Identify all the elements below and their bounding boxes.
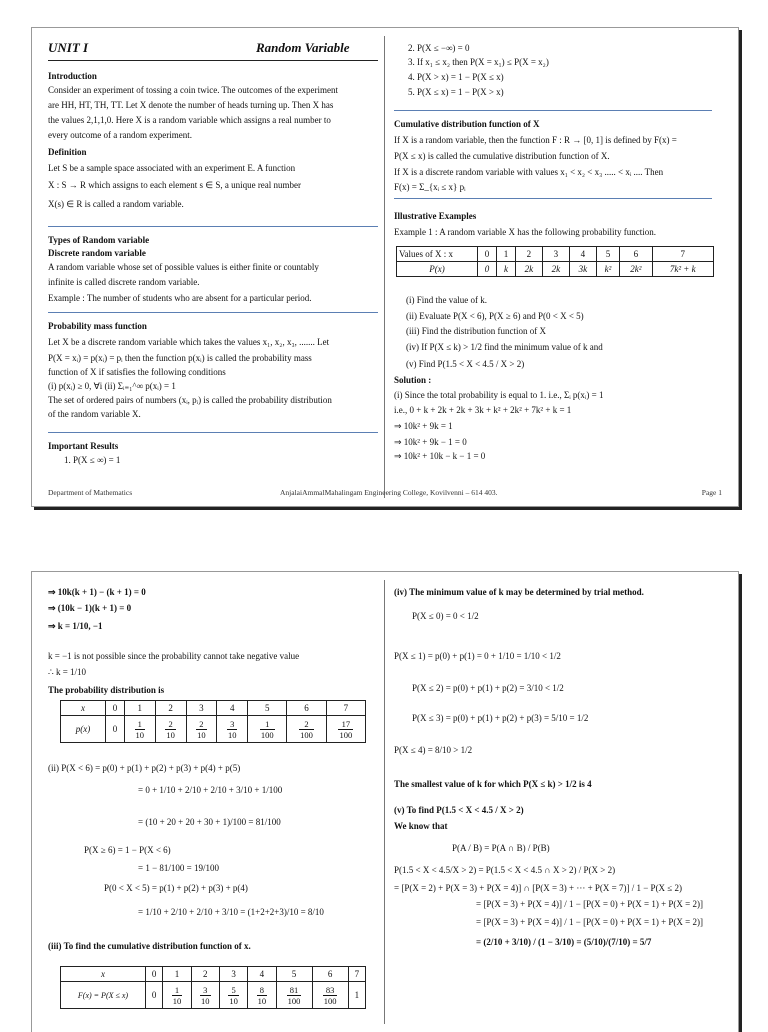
text-line: P(A / B) = P(A ∩ B) / P(B) <box>452 843 550 853</box>
table-cell: 0 <box>478 262 497 277</box>
text-heading: (iii) To find the cumulative distribution function of x. <box>48 941 251 951</box>
text-heading: = (2/10 + 3/10) / (1 − 3/10) = (5/10)/(7/10) = 5/7 <box>476 937 652 947</box>
text-line: = [P(X = 2) + P(X = 3) + P(X = 4)] ∩ [P(X = 3) + ··· + P(X = 7)] / 1 − P(X ≤ 2) <box>394 883 682 893</box>
fraction: $\frac{17}{100}$ <box>339 718 353 740</box>
text-line: X(s) ∈ R is called a random variable. <box>48 199 184 209</box>
text-line: (i) p(xᵢ) ≥ 0, ∀i (ii) Σᵢ₌₁^∞ p(xᵢ) = 1 <box>48 381 176 391</box>
fraction: $\frac{81}{100}$ <box>287 984 301 1006</box>
column-divider <box>384 36 385 498</box>
text-heading: Important Results <box>48 441 119 451</box>
probability-function-table <box>396 246 714 277</box>
table-cell <box>248 716 287 743</box>
text-line: P(0 < X < 5) = p(1) + p(2) + p(3) + p(4) <box>104 883 248 893</box>
left-column <box>48 28 378 506</box>
text-line: 4. P(X > x) = 1 − P(X ≤ x) <box>408 72 504 82</box>
fraction: $\frac{2}{10}$ <box>197 718 206 740</box>
table-cell <box>312 982 348 1009</box>
text-heading: Probability mass function <box>48 321 147 331</box>
section-rule <box>394 110 712 111</box>
table-cell: 1 <box>496 247 515 262</box>
text-line: ⇒ 10k² + 9k = 1 <box>394 421 453 431</box>
text-line: (i) Find the value of k. <box>406 295 487 305</box>
text-line: (v) Find P(1.5 < X < 4.5 / X > 2) <box>406 359 525 369</box>
fraction: $\frac{8}{10}$ <box>257 984 267 1006</box>
table-cell <box>219 982 247 1009</box>
text-line: P(X ≤ 1) = p(0) + p(1) = 0 + 1/10 = 1/10 < 1/2 <box>394 651 561 661</box>
text-line: i.e., 0 + k + 2k + 2k + 3k + k² + 2k² + 7k² + k = 1 <box>394 405 572 415</box>
text-line: infinite is called discrete random variable. <box>48 277 200 287</box>
table-cell: 4 <box>569 247 596 262</box>
cumulative-distribution-table <box>60 966 366 1009</box>
table-cell: 0 <box>478 247 497 262</box>
fraction: $\frac{1}{10}$ <box>172 984 182 1006</box>
text-line: ⇒ 10k² + 10k − k − 1 = 0 <box>394 451 486 461</box>
text-line: X : S → R which assigns to each element s ∈ S, a unique real number <box>48 180 302 190</box>
table-cell: 0 <box>146 967 163 982</box>
text-heading: (iv) The minimum value of k may be determined by trial method. <box>394 587 644 597</box>
text-line: = 0 + 1/10 + 2/10 + 2/10 + 3/10 + 1/100 <box>138 785 283 795</box>
text-line: = 1/10 + 2/10 + 2/10 + 3/10 = (1+2+2+3)/10 = 8/10 <box>138 907 324 917</box>
text-line: ⇒ 10k² + 9k − 1 = 0 <box>394 437 467 447</box>
text-heading: Definition <box>48 147 87 157</box>
table-cell: 3 <box>219 967 247 982</box>
text-line: P(X ≤ x) is called the cumulative distribution function of X. <box>394 151 610 161</box>
table-row-label: F(x) = P(X ≤ x) <box>61 982 146 1009</box>
fraction: $\frac{1}{10}$ <box>135 718 145 740</box>
table-cell: 1 <box>348 982 365 1009</box>
table-cell: 5 <box>596 247 619 262</box>
table-cell: 7 <box>348 967 365 982</box>
text-line: If X is a random variable, then the function F : R → [0, 1] is defined by F(x) = <box>394 135 677 145</box>
text-heading: Introduction <box>48 71 97 81</box>
section-rule <box>48 226 378 227</box>
text-line: ∴ k = 1/10 <box>48 667 87 677</box>
text-line: P(X = xᵢ) = p(xᵢ) = pᵢ then the function p(xᵢ) is called the probability mass <box>48 353 312 363</box>
text-heading: The smallest value of k for which P(X ≤ k) > 1/2 is 4 <box>394 779 592 789</box>
table-cell <box>124 716 155 743</box>
text-line: Example 1 : A random variable X has the following probability function. <box>394 227 656 237</box>
table-cell <box>248 982 276 1009</box>
text-heading: (v) To find P(1.5 < X < 4.5 / X > 2) <box>394 805 524 815</box>
table-cell: 1 <box>124 701 155 716</box>
text-line: the values 2,1,1,0. Here X is a random variable which assigns a real number to <box>48 115 331 125</box>
footer-dept: Department of Mathematics <box>48 488 133 497</box>
text-heading: We know that <box>394 821 448 831</box>
table-cell: 6 <box>287 701 326 716</box>
text-line: are HH, HT, TH, TT. Let X denote the number of heads turning up. Then X has <box>48 100 334 110</box>
table-cell: 4 <box>248 967 276 982</box>
unit-title: UNIT I <box>48 40 89 55</box>
table-cell <box>276 982 312 1009</box>
table-cell: 6 <box>620 247 652 262</box>
text-line: P(X ≤ 4) = 8/10 > 1/2 <box>394 745 473 755</box>
probability-distribution-table <box>60 700 366 743</box>
text-heading: Discrete random variable <box>48 248 146 258</box>
text-line: k = −1 is not possible since the probability cannot take negative value <box>48 651 300 661</box>
text-heading: ⇒ 10k(k + 1) − (k + 1) = 0 <box>48 587 146 597</box>
table-cell: 4 <box>217 701 248 716</box>
table-cell: 3k <box>569 262 596 277</box>
document-page-2 <box>31 571 739 1032</box>
fraction: $\frac{1}{100}$ <box>260 718 274 740</box>
text-line: = (10 + 20 + 20 + 30 + 1)/100 = 81/100 <box>138 817 281 827</box>
table-cell: 2 <box>155 701 186 716</box>
text-line: Consider an experiment of tossing a coin twice. The outcomes of the experiment <box>48 85 339 95</box>
fraction: $\frac{5}{10}$ <box>229 984 238 1006</box>
text-line: = [P(X = 3) + P(X = 4)] / 1 − [P(X = 0) + P(X = 1) + P(X = 2)] <box>476 899 703 909</box>
table-cell: 2 <box>191 967 219 982</box>
text-line: (ii) P(X < 6) = p(0) + p(1) + p(2) + p(3) + p(4) + p(5) <box>48 763 241 773</box>
text-line: P(X ≥ 6) = 1 − P(X < 6) <box>84 845 171 855</box>
table-cell <box>163 982 191 1009</box>
table-cell: 0 <box>106 701 125 716</box>
text-line: 1. P(X ≤ ∞) = 1 <box>64 455 121 465</box>
text-line: 3. If x₁ ≤ x₂ then P(X = x₁) ≤ P(X = x₂) <box>408 57 549 67</box>
text-line: P(X ≤ 2) = p(0) + p(1) + p(2) = 3/10 < 1/2 <box>412 683 564 693</box>
text-line: If X is a discrete random variable with values x₁ < x₂ < x₃ ..... < xᵢ .... Then <box>394 167 664 177</box>
text-heading: Illustrative Examples <box>394 211 477 221</box>
table-cell: 0 <box>106 716 125 743</box>
table-cell: 3 <box>186 701 217 716</box>
table-cell: 1 <box>163 967 191 982</box>
table-cell: 2k² <box>620 262 652 277</box>
table-cell: 3 <box>542 247 569 262</box>
table-row-label: x <box>61 701 106 716</box>
table-cell: 7k² + k <box>652 262 714 277</box>
table-row-label: x <box>61 967 146 982</box>
table-cell: k <box>496 262 515 277</box>
text-line: function of X if satisfies the following conditions <box>48 367 226 377</box>
text-line: = 1 − 81/100 = 19/100 <box>138 863 219 873</box>
table-cell: 6 <box>312 967 348 982</box>
section-rule <box>48 432 378 433</box>
table-cell: 2k <box>542 262 569 277</box>
table-cell: k² <box>596 262 619 277</box>
text-line: 5. P(X ≤ x) = 1 − P(X > x) <box>408 87 504 97</box>
table-cell: 0 <box>146 982 163 1009</box>
right-column <box>394 572 729 1032</box>
text-heading: The probability distribution is <box>48 685 165 695</box>
fraction: $\frac{2}{10}$ <box>166 718 175 740</box>
text-line: A random variable whose set of possible values is either finite or countably <box>48 262 319 272</box>
text-heading: ⇒ k = 1/10, −1 <box>48 621 103 631</box>
text-line: P(X ≤ 0) = 0 < 1/2 <box>412 611 479 621</box>
text-line: = [P(X = 3) + P(X = 4)] / 1 − [P(X = 0) + P(X = 1) + P(X = 2)] <box>476 917 703 927</box>
table-cell: 7 <box>652 247 714 262</box>
table-cell: 7 <box>326 701 365 716</box>
text-line: P(1.5 < X < 4.5/X > 2) = P(1.5 < X < 4.5 ∩ X > 2) / P(X > 2) <box>394 865 616 875</box>
fraction: $\frac{83}{100}$ <box>323 984 337 1006</box>
section-rule <box>394 198 712 199</box>
text-line: of the random variable X. <box>48 409 141 419</box>
footer-page: Page 1 <box>701 488 722 497</box>
table-cell <box>191 982 219 1009</box>
text-line: F(x) = Σ_{xᵢ ≤ x} pᵢ <box>394 182 466 192</box>
table-cell <box>287 716 326 743</box>
table-cell <box>186 716 217 743</box>
text-line: (iii) Find the distribution function of X <box>406 326 546 336</box>
topic-title: Random Variable <box>256 40 350 55</box>
table-cell <box>326 716 365 743</box>
text-line: (i) Since the total probability is equal to 1. i.e., Σᵢ p(xᵢ) = 1 <box>394 390 604 400</box>
table-cell: 2 <box>515 247 542 262</box>
fraction: $\frac{3}{10}$ <box>227 718 237 740</box>
text-heading: Solution : <box>394 375 432 385</box>
text-line: every outcome of a random experiment. <box>48 130 192 140</box>
text-heading: Types of Random variable <box>48 235 150 245</box>
fraction: $\frac{3}{10}$ <box>201 984 210 1006</box>
text-line: (ii) Evaluate P(X < 6), P(X ≥ 6) and P(0 < X < 5) <box>406 311 584 321</box>
text-line: Example : The number of students who are absent for a particular period. <box>48 293 312 303</box>
table-row-label: P(x) <box>397 262 478 277</box>
text-line: 2. P(X ≤ −∞) = 0 <box>408 43 470 53</box>
fraction: $\frac{2}{100}$ <box>300 718 313 740</box>
text-heading: Cumulative distribution function of X <box>394 119 540 129</box>
left-column <box>48 572 378 1032</box>
table-cell: 5 <box>276 967 312 982</box>
document-page-1 <box>31 27 739 507</box>
table-header-label: Values of X : x <box>397 247 478 262</box>
text-line: Let S be a sample space associated with an experiment E. A function <box>48 163 296 173</box>
table-row-label: p(x) <box>61 716 106 743</box>
text-line: (iv) If P(X ≤ k) > 1/2 find the minimum value of k and <box>406 342 603 352</box>
table-cell: 2k <box>515 262 542 277</box>
table-cell <box>217 716 248 743</box>
section-rule <box>48 312 378 313</box>
text-line: Let X be a discrete random variable which takes the values x₁, x₂, x₃, ....... Let <box>48 337 330 347</box>
table-cell <box>155 716 186 743</box>
text-line: P(X ≤ 3) = p(0) + p(1) + p(2) + p(3) = 5/10 = 1/2 <box>412 713 589 723</box>
footer-college: AnjalaiAmmalMahalingam Engineering College, Kovilvenni – 614 403. <box>280 488 498 497</box>
text-heading: ⇒ (10k − 1)(k + 1) = 0 <box>48 603 132 613</box>
table-cell: 5 <box>248 701 287 716</box>
text-line: The set of ordered pairs of numbers (xᵢ, pᵢ) is called the probability distribution <box>48 395 332 405</box>
column-divider <box>384 580 385 1024</box>
